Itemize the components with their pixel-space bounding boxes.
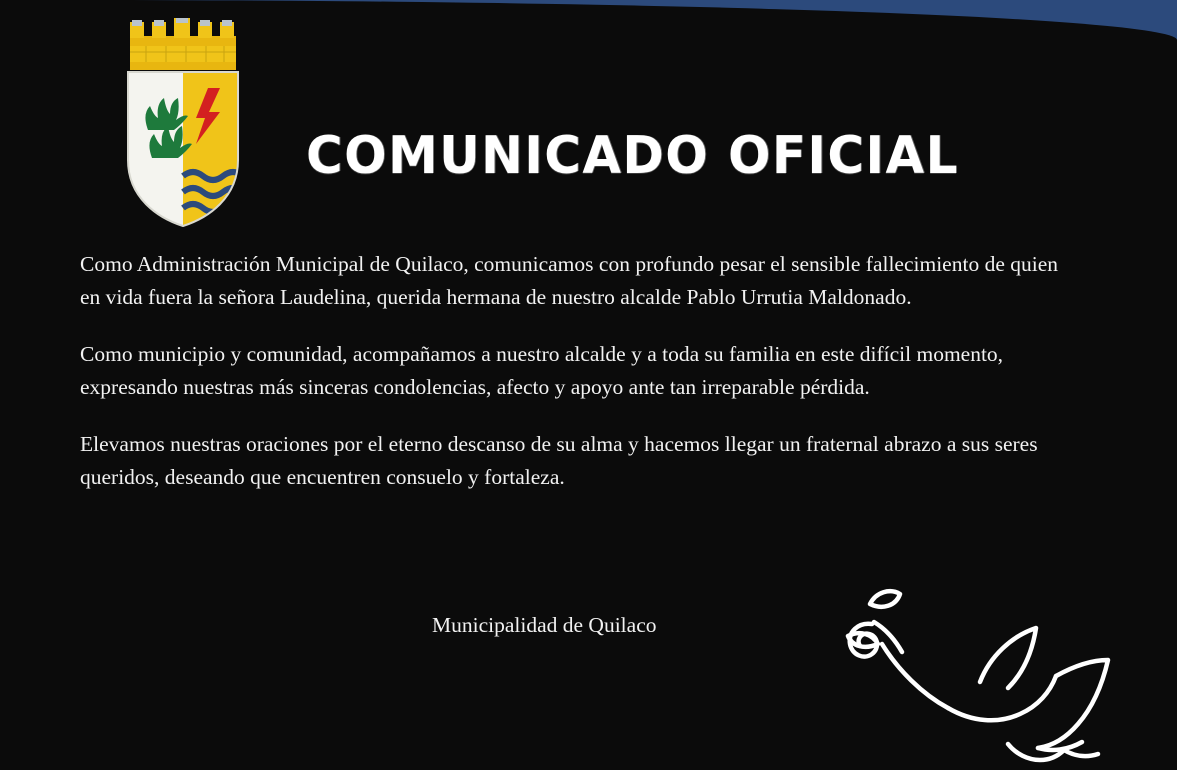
paragraph-2: Como municipio y comunidad, acompañamos a nuestro alcalde y a toda su familia en este difícil momento, expresando nuestras más sinceras condolencias, afecto y apoyo ante tan irreparable pérdida. xyxy=(80,342,1004,399)
dove-with-olive-branch-icon xyxy=(812,578,1132,770)
coat-of-arms-icon xyxy=(108,18,258,228)
paragraph-3: Elevamos nuestras oraciones por el eterno descanso de su alma y hacemos llegar un fraternal abrazo a sus seres queridos, deseando que encuentren consuelo y fortaleza. xyxy=(80,432,1038,489)
announcement-body xyxy=(80,248,1070,494)
paragraph-1: Como Administración Municipal de Quilaco, comunicamos con profundo pesar el sensible fallecimiento de quien en vida fuera la señora Laudelina, querida hermana de nuestro alcalde Pablo Urrutia Maldonado. xyxy=(80,252,1059,309)
page-title: COMUNICADO OFICIAL xyxy=(306,126,959,186)
signature-text: Municipalidad de Quilaco xyxy=(432,613,657,637)
